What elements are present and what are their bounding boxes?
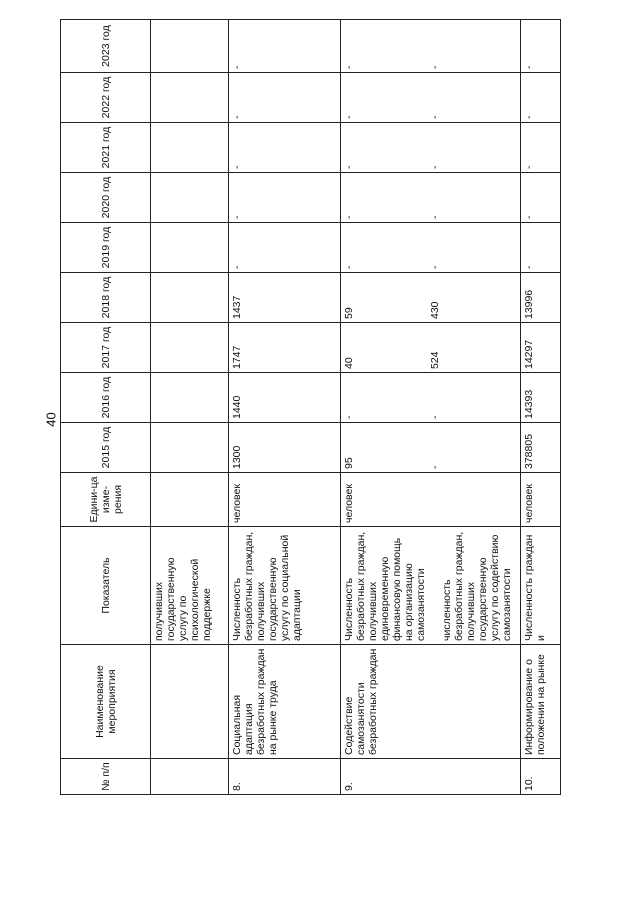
value-b: - <box>429 265 441 269</box>
value-a: 40 <box>343 357 355 369</box>
row-unit <box>151 473 229 527</box>
value-2019 <box>151 223 229 273</box>
value-a: - <box>343 165 355 169</box>
value-2017: 1747 <box>229 323 341 373</box>
col-2022-header: 2022 год <box>61 73 151 123</box>
col-2021-header: 2021 год <box>61 123 151 173</box>
value-2021 <box>341 123 521 173</box>
row-indicator: получивших государственную услугу по психологической поддержке <box>151 527 229 645</box>
value-2015: 1300 <box>229 423 341 473</box>
value-2022: - <box>521 73 561 123</box>
value-2020: - <box>521 173 561 223</box>
col-indicator-header: Показатель <box>61 527 151 645</box>
value-b: - <box>429 165 441 169</box>
col-2017-header: 2017 год <box>61 323 151 373</box>
value-a: - <box>343 265 355 269</box>
value-2017 <box>341 323 521 373</box>
row-unit: человек <box>341 473 521 527</box>
col-2023-header: 2023 год <box>61 20 151 73</box>
col-name-header: Наименование мероприятия <box>61 645 151 759</box>
col-2019-header: 2019 год <box>61 223 151 273</box>
table-row <box>341 20 521 795</box>
page-number: 40 <box>43 412 59 427</box>
value-b: - <box>429 465 441 469</box>
value-b: - <box>429 65 441 69</box>
value-2017 <box>151 323 229 373</box>
value-2021 <box>151 123 229 173</box>
col-2015-header: 2015 год <box>61 423 151 473</box>
value-2018 <box>151 273 229 323</box>
value-2018: 13996 <box>521 273 561 323</box>
value-b: - <box>429 215 441 219</box>
indicator-a: Численность безработных граждан, получивших единовременную финансовую помощь на организацию самозанятости <box>343 531 427 641</box>
header-row <box>61 20 151 795</box>
rotated-page <box>60 20 560 795</box>
value-2023: - <box>521 20 561 73</box>
value-2016 <box>341 373 521 423</box>
value-a: - <box>343 415 355 419</box>
value-2023 <box>341 20 521 73</box>
col-2020-header: 2020 год <box>61 173 151 223</box>
row-name: Информирование о положении на рынке <box>521 645 561 759</box>
value-2020 <box>151 173 229 223</box>
value-a: - <box>343 115 355 119</box>
value-2022 <box>151 73 229 123</box>
row-unit: человек <box>521 473 561 527</box>
row-name: Социальная адаптация безработных граждан на рынке труда <box>229 645 341 759</box>
value-b: 524 <box>429 351 441 369</box>
col-unit-header: Едини-ца изме-рения <box>61 473 151 527</box>
value-2018: 1437 <box>229 273 341 323</box>
row-indicator <box>341 527 521 645</box>
row-num: 10. <box>521 759 561 795</box>
row-indicator: Численность граждан и <box>521 527 561 645</box>
value-2019: - <box>229 223 341 273</box>
row-name <box>151 645 229 759</box>
value-2019 <box>341 223 521 273</box>
table-wrapper <box>60 20 560 795</box>
programme-table <box>60 19 561 795</box>
row-num: 9. <box>341 759 521 795</box>
value-2016 <box>151 373 229 423</box>
table-row <box>521 20 561 795</box>
indicator-b: численность безработных граждан, получивших государственную услугу по содействию самозанятости <box>441 531 513 641</box>
value-2022: - <box>229 73 341 123</box>
row-indicator: Численность безработных граждан, получивших государственную услугу по социальной адаптации <box>229 527 341 645</box>
value-2017: 14297 <box>521 323 561 373</box>
value-2015 <box>341 423 521 473</box>
value-2015: 378805 <box>521 423 561 473</box>
table-row <box>151 20 229 795</box>
row-unit: человек <box>229 473 341 527</box>
value-2016: 1440 <box>229 373 341 423</box>
value-a: 59 <box>343 307 355 319</box>
value-2018 <box>341 273 521 323</box>
value-a: 95 <box>343 457 355 469</box>
row-name: Содействие самозанятости безработных граждан <box>341 645 521 759</box>
row-num <box>151 759 229 795</box>
value-2020: - <box>229 173 341 223</box>
value-a: - <box>343 65 355 69</box>
table-row <box>229 20 341 795</box>
value-b: - <box>429 115 441 119</box>
value-2022 <box>341 73 521 123</box>
value-2021: - <box>521 123 561 173</box>
value-b: - <box>429 415 441 419</box>
col-2018-header: 2018 год <box>61 273 151 323</box>
value-2015 <box>151 423 229 473</box>
value-2023: - <box>229 20 341 73</box>
value-2019: - <box>521 223 561 273</box>
col-num-header: № п/п <box>61 759 151 795</box>
value-b: 430 <box>429 301 441 319</box>
value-2020 <box>341 173 521 223</box>
value-2016: 14393 <box>521 373 561 423</box>
row-num: 8. <box>229 759 341 795</box>
value-2021: - <box>229 123 341 173</box>
col-2016-header: 2016 год <box>61 373 151 423</box>
value-2023 <box>151 20 229 73</box>
value-a: - <box>343 215 355 219</box>
